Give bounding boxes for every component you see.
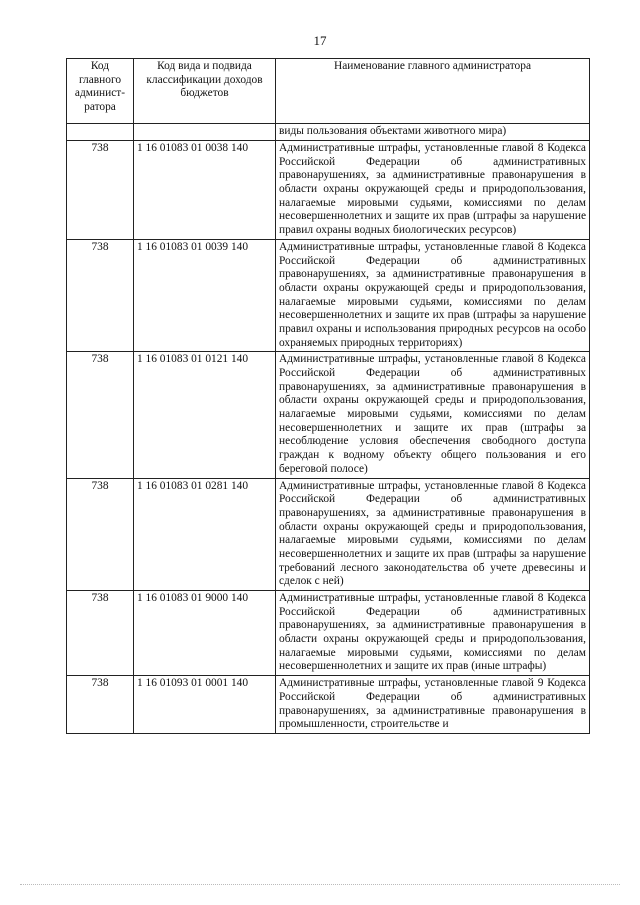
revenue-administrators-table (66, 58, 590, 734)
admin-code-cell: 738 (67, 141, 134, 240)
admin-code-cell: 738 (67, 676, 134, 734)
admin-code-cell: 738 (67, 352, 134, 478)
table-row (67, 478, 590, 591)
table-row (67, 591, 590, 676)
table-row (67, 352, 590, 478)
admin-name-cell: Административные штрафы, установленные главой 9 Кодекса Российской Федерации об административных правонарушениях, за административные правонарушения в промышленности, строительстве и (276, 676, 590, 734)
continuation-row (67, 124, 590, 141)
table-header-row (67, 59, 590, 124)
kbk-cell: 1 16 01083 01 0281 140 (134, 478, 276, 591)
kbk-cell: 1 16 01083 01 9000 140 (134, 591, 276, 676)
table-row (67, 676, 590, 734)
admin-name-cell: Административные штрафы, установленные главой 8 Кодекса Российской Федерации об административных правонарушениях, за административные правонарушения в области охраны окружающей среды и природопользования, налагаемые мировыми судьями, комиссиями по делам несовершеннолетних и защите их прав (штрафы за нарушение требований лесного законодательства об учете древесины и сделок с ней) (276, 478, 590, 591)
header-kbk: Код вида и подвида классификации доходов бюджетов (134, 59, 276, 124)
continuation-name-cell: виды пользования объектами животного мира) (276, 124, 590, 141)
scan-artifact-line (20, 884, 620, 886)
continuation-kbk-cell (134, 124, 276, 141)
header-admin-code: Код главного админист-ратора (67, 59, 134, 124)
admin-name-cell: Административные штрафы, установленные главой 8 Кодекса Российской Федерации об административных правонарушениях, за административные правонарушения в области охраны окружающей среды и природопользования, налагаемые мировыми судьями, комиссиями по делам несовершеннолетних и защите их прав (иные штрафы) (276, 591, 590, 676)
admin-code-cell: 738 (67, 239, 134, 352)
table-row (67, 239, 590, 352)
header-admin-name: Наименование главного администратора (276, 59, 590, 124)
admin-code-cell: 738 (67, 478, 134, 591)
kbk-cell: 1 16 01093 01 0001 140 (134, 676, 276, 734)
table-row (67, 141, 590, 240)
admin-name-cell: Административные штрафы, установленные главой 8 Кодекса Российской Федерации об административных правонарушениях, за административные правонарушения в области охраны окружающей среды и природопользования, налагаемые мировыми судьями, комиссиями по делам несовершеннолетних и защите их прав (штрафы за нарушение правил охраны и использования природных ресурсов на особо охраняемых природных территориях) (276, 239, 590, 352)
admin-code-cell: 738 (67, 591, 134, 676)
table-body (67, 124, 590, 734)
kbk-cell: 1 16 01083 01 0038 140 (134, 141, 276, 240)
admin-name-cell: Административные штрафы, установленные главой 8 Кодекса Российской Федерации об административных правонарушениях, за административные правонарушения в области охраны окружающей среды и природопользования, налагаемые мировыми судьями, комиссиями по делам несовершеннолетних и защите их прав (штрафы за нарушение правил охраны водных биологических ресурсов) (276, 141, 590, 240)
kbk-cell: 1 16 01083 01 0039 140 (134, 239, 276, 352)
admin-name-cell: Административные штрафы, установленные главой 8 Кодекса Российской Федерации об административных правонарушениях, за административные правонарушения в области охраны окружающей среды и природопользования, налагаемые мировыми судьями, комиссиями по делам несовершеннолетних и защите их прав (штрафы за несоблюдение условия обеспечения свободного доступа граждан к водному объекту общего пользования и его береговой полосе) (276, 352, 590, 478)
kbk-cell: 1 16 01083 01 0121 140 (134, 352, 276, 478)
page-number: 17 (313, 33, 327, 48)
continuation-code-cell (67, 124, 134, 141)
